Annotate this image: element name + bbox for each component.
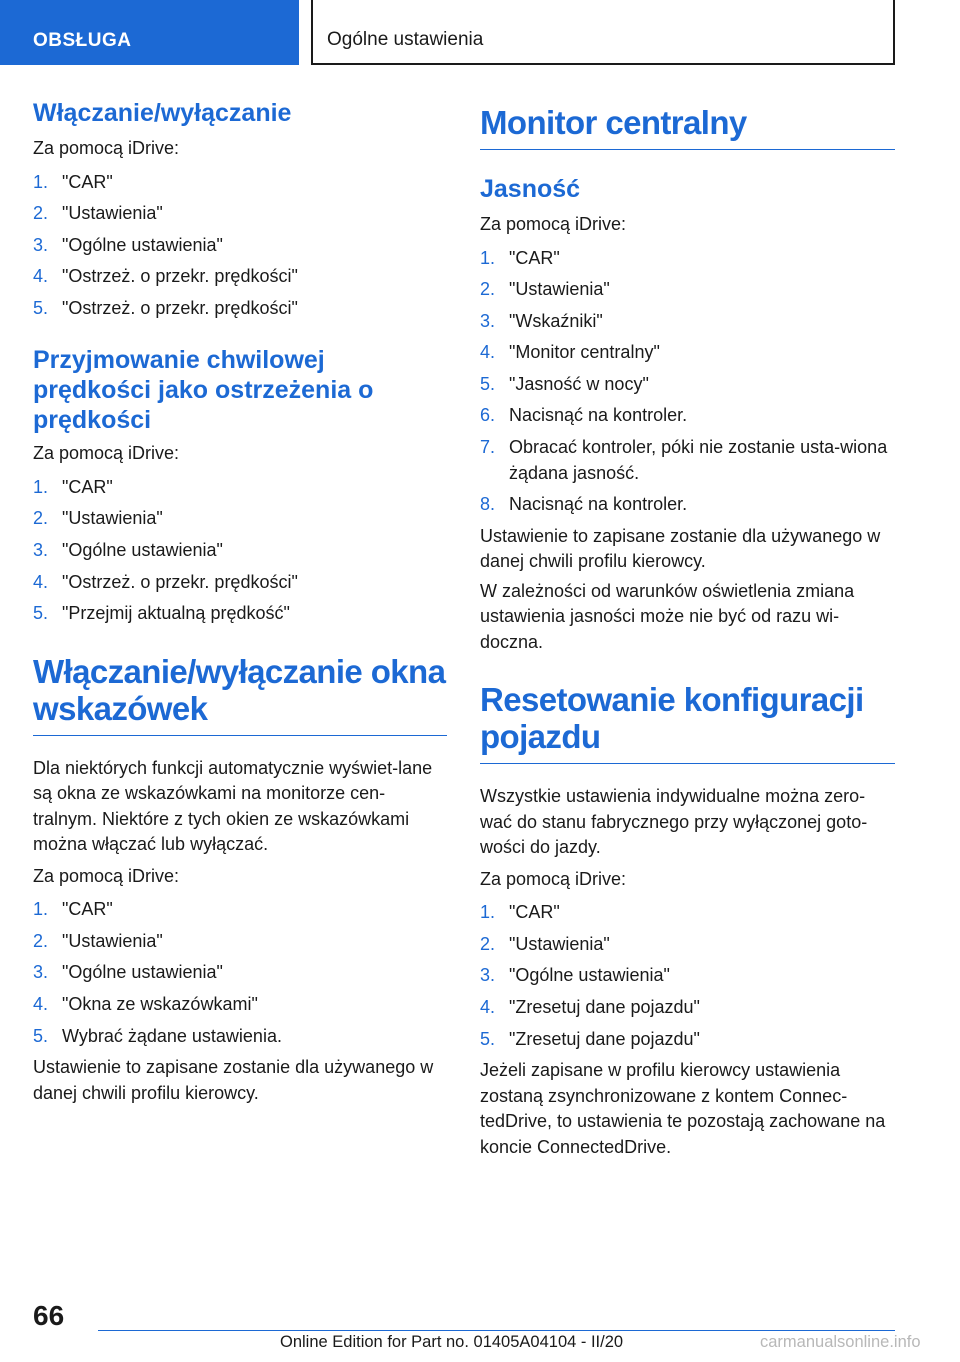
step-number: 1. (480, 902, 496, 923)
note-text: Ustawienie to zapisane zostanie dla używanego w danej chwili profilu kierowcy. (33, 1057, 434, 1103)
step-number: 4. (480, 997, 496, 1018)
step-text: "Ostrzeż. o przekr. prędkości" (62, 266, 298, 287)
step-number: 5. (480, 373, 496, 394)
list-item (480, 340, 895, 366)
step-text: "Ustawienia" (62, 203, 163, 224)
step-text: "CAR" (62, 476, 113, 497)
list-item (33, 264, 447, 290)
step-text: "Zresetuj dane pojazdu" (509, 1028, 700, 1049)
list-item (480, 900, 895, 926)
list-item (33, 201, 447, 227)
list-item (33, 960, 447, 986)
step-number: 2. (33, 930, 49, 951)
step-number: 2. (480, 279, 496, 300)
steps-list (33, 475, 447, 627)
list-item (480, 492, 895, 518)
step-text: "CAR" (62, 899, 113, 920)
footer-edition: Online Edition for Part no. 01405A04104 - II/20 (280, 1333, 624, 1351)
list-item (33, 929, 447, 955)
steps-list (480, 246, 895, 518)
step-number: 5. (33, 603, 49, 624)
section-title-hint-windows: Włączanie/wyłączanie okna wskazówek (33, 653, 447, 736)
step-number: 1. (33, 476, 49, 497)
watermark: carmanualsonline.info (760, 1333, 921, 1351)
step-number: 3. (480, 965, 496, 986)
step-text: "Ogólne ustawienia" (62, 234, 223, 255)
step-text: "Ogólne ustawienia" (62, 962, 223, 983)
step-text: "Ustawienia" (62, 930, 163, 951)
note-text: Ustawienie to zapisane zostanie dla używanego w danej chwili profilu kierowcy. (480, 525, 881, 572)
section-title-brightness: Jasność (480, 175, 581, 203)
step-number: 4. (33, 571, 49, 592)
step-text: "Ustawienia" (509, 279, 610, 300)
step-text: "Ogólne ustawienia" (509, 965, 670, 986)
list-item (480, 435, 895, 486)
right-column (480, 98, 895, 1160)
list-item (480, 309, 895, 335)
step-text: "CAR" (509, 247, 560, 268)
section-tab: OBSŁUGA (0, 0, 299, 65)
step-number: 6. (480, 405, 496, 426)
step-number: 5. (33, 1025, 49, 1046)
list-item (33, 538, 447, 564)
intro-text: Za pomocą iDrive: (480, 214, 627, 234)
list-item (33, 296, 447, 322)
list-item (33, 897, 447, 923)
step-text: "Zresetuj dane pojazdu" (509, 997, 700, 1018)
step-number: 3. (33, 540, 49, 561)
list-item (33, 233, 447, 259)
step-text: "CAR" (509, 902, 560, 923)
intro-text: Za pomocą iDrive: (480, 868, 627, 889)
step-number: 1. (33, 171, 49, 192)
step-number: 1. (480, 247, 496, 268)
intro-text: Za pomocą iDrive: (33, 443, 180, 464)
list-item (480, 372, 895, 398)
list-item (480, 932, 895, 958)
step-text: "Ustawienia" (62, 508, 163, 529)
step-text: "Ostrzeż. o przekr. prędkości" (62, 571, 298, 592)
list-item (33, 601, 447, 627)
intro-text: Za pomocą iDrive: (33, 865, 180, 886)
list-item (480, 277, 895, 303)
section-title-central-monitor: Monitor centralny (480, 104, 895, 150)
step-number: 3. (480, 310, 496, 331)
body-text: Dla niektórych funkcji automatycznie wyświet-lane są okna ze wskazówkami na monitorze cen-tralnym. Niektóre z tych okien ze wskazówkami można włączać lub wyłączać. (33, 757, 433, 855)
list-item (33, 1024, 447, 1050)
step-text: "Przejmij aktualną prędkość" (62, 603, 290, 624)
footer-divider (98, 1330, 895, 1331)
step-text: "Okna ze wskazówkami" (62, 994, 258, 1015)
step-text: "Jasność w nocy" (509, 373, 649, 394)
step-text: "Monitor centralny" (509, 342, 660, 363)
step-text: Obracać kontroler, póki nie zostanie usta-wiona żądana jasność. (509, 437, 888, 483)
step-number: 4. (33, 994, 49, 1015)
list-item (480, 246, 895, 272)
list-item (480, 1027, 895, 1053)
steps-list (33, 170, 447, 322)
list-item (480, 403, 895, 429)
section-title-on-off: Włączanie/wyłączanie (33, 99, 292, 127)
step-number: 3. (33, 962, 49, 983)
list-item (480, 963, 895, 989)
step-number: 4. (33, 266, 49, 287)
step-number: 3. (33, 234, 49, 255)
page-number: 66 (33, 1300, 65, 1331)
list-item (480, 995, 895, 1021)
list-item (33, 992, 447, 1018)
intro-text: Za pomocą iDrive: (33, 138, 180, 158)
step-text: "Ustawienia" (509, 933, 610, 954)
section-title-reset-vehicle: Resetowanie konfiguracji pojazdu (480, 681, 895, 764)
step-number: 5. (480, 1028, 496, 1049)
step-number: 7. (480, 437, 496, 458)
note-text: W zależności od warunków oświetlenia zmiana ustawienia jasności może nie być od razu wi-doczna. (480, 580, 855, 652)
step-text: "Wskaźniki" (509, 310, 603, 331)
chapter-title: Ogólne ustawienia (311, 0, 895, 65)
step-text: "Ogólne ustawienia" (62, 540, 223, 561)
step-text: "CAR" (62, 171, 113, 192)
step-number: 2. (33, 203, 49, 224)
steps-list (480, 900, 895, 1052)
step-number: 5. (33, 297, 49, 318)
step-number: 4. (480, 342, 496, 363)
list-item (33, 506, 447, 532)
body-text: Wszystkie ustawienia indywidualne można zero-wać do stanu fabrycznego przy wyłączonej goto-wości do jazdy. (480, 786, 868, 858)
list-item (33, 170, 447, 196)
step-text: Nacisnąć na kontroler. (509, 405, 688, 426)
list-item (33, 475, 447, 501)
list-item (33, 570, 447, 596)
left-column (33, 98, 447, 1106)
step-text: Wybrać żądane ustawienia. (62, 1025, 282, 1046)
section-title-speed-warning: Przyjmowanie chwilowej prędkości jako ostrzeżenia o prędkości (33, 346, 374, 435)
step-number: 8. (480, 494, 496, 515)
note-text: Jeżeli zapisane w profilu kierowcy ustawienia zostaną zsynchronizowane z kontem Connec-tedDrive, to ustawienia te pozostają zachowane na koncie ConnectedDrive. (480, 1060, 886, 1157)
step-number: 2. (33, 508, 49, 529)
step-number: 1. (33, 899, 49, 920)
step-text: "Ostrzeż. o przekr. prędkości" (62, 297, 298, 318)
steps-list (33, 897, 447, 1049)
step-text: Nacisnąć na kontroler. (509, 494, 688, 515)
step-number: 2. (480, 933, 496, 954)
